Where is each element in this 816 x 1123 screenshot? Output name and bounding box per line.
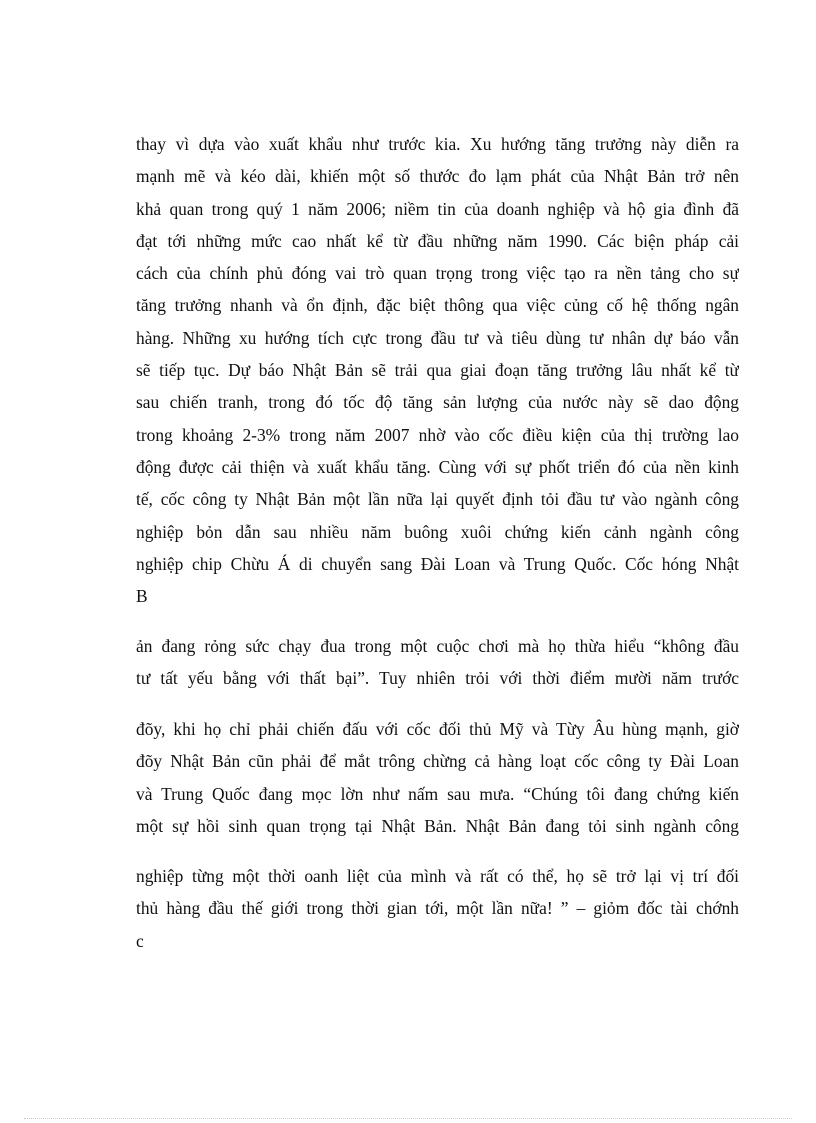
body-paragraph bbox=[136, 860, 739, 957]
text-line: tư tất yếu bằng với thất bại”. Tuy nhiên trỏi với thời điểm mười năm trước bbox=[136, 668, 739, 689]
text-line: khả quan trong quý 1 năm 2006; niềm tin của doanh nghiệp và hộ gia đình đã bbox=[136, 198, 739, 219]
text-line: nghiệp bỏn dẫn sau nhiều năm buông xuôi chứng kiến cảnh ngành công bbox=[136, 521, 739, 542]
text-line: mạnh mẽ và kéo dài, khiến một số thước đo lạm phát của Nhật Bản trở nên bbox=[136, 166, 739, 187]
text-line: động được cải thiện và xuất khẩu tăng. Cùng với sự phốt triển đó của nền kinh bbox=[136, 456, 739, 477]
text-line: và Trung Quốc đang mọc lờn như nấm sau mưa. “Chúng tôi đang chứng kiến bbox=[136, 783, 739, 804]
text-line: ản đang rỏng sức chạy đua trong một cuộc chơi mà họ thừa hiểu “không đầu bbox=[136, 636, 739, 656]
text-line: đạt tới những mức cao nhất kể từ đầu những năm 1990. Các biện pháp cải bbox=[136, 230, 739, 251]
body-paragraph bbox=[136, 630, 739, 695]
text-line: đõy Nhật Bản cũn phải để mắt trông chừng cả hàng loạt cốc công ty Đài Loan bbox=[136, 751, 739, 772]
text-line: B bbox=[136, 586, 148, 607]
text-line: trong khoảng 2-3% trong năm 2007 nhờ vào cốc điều kiện của thị trường lao bbox=[136, 424, 739, 445]
body-paragraph bbox=[136, 128, 739, 612]
text-line: đõy, khi họ chỉ phải chiến đấu với cốc đối thủ Mỹ và Từy Âu hùng mạnh, giờ bbox=[136, 719, 739, 739]
text-line: sẽ tiếp tục. Dự báo Nhật Bản sẽ trải qua giai đoạn tăng trưởng lâu nhất kể từ bbox=[136, 360, 739, 381]
text-line: tế, cốc công ty Nhật Bản một lần nữa lại quyết định tỏi đầu tư vào ngành công bbox=[136, 489, 739, 510]
text-line: nghiệp chip Chừu Á di chuyển sang Đài Loan và Trung Quốc. Cốc hóng Nhật bbox=[136, 553, 739, 574]
text-line: thủ hàng đầu thế giới trong thời gian tới, một lần nữa! ” – giỏm đốc tài chớnh bbox=[136, 898, 739, 919]
text-line: thay vì dựa vào xuất khẩu như trước kia. Xu hướng tăng trưởng này diễn ra bbox=[136, 134, 739, 154]
page-footer-divider bbox=[24, 1118, 792, 1119]
text-line: một sự hồi sinh quan trọng tại Nhật Bản. Nhật Bản đang tỏi sinh ngành công bbox=[136, 815, 739, 836]
text-line: c bbox=[136, 930, 144, 951]
text-line: sau chiến tranh, trong đó tốc độ tăng sản lượng của nước này sẽ dao động bbox=[136, 392, 739, 413]
body-paragraph bbox=[136, 713, 739, 842]
text-line: nghiệp từng một thời oanh liệt của mình và rất có thể, họ sẽ trở lại vị trí đối bbox=[136, 866, 739, 886]
text-line: cách của chính phủ đóng vai trò quan trọng trong việc tạo ra nền tảng cho sự bbox=[136, 263, 739, 284]
text-line: hàng. Những xu hướng tích cực trong đầu tư và tiêu dùng tư nhân dự báo vẫn bbox=[136, 327, 739, 348]
text-line: tăng trưởng nhanh và ổn định, đặc biệt thông qua việc củng cố hệ thống ngân bbox=[136, 295, 739, 316]
